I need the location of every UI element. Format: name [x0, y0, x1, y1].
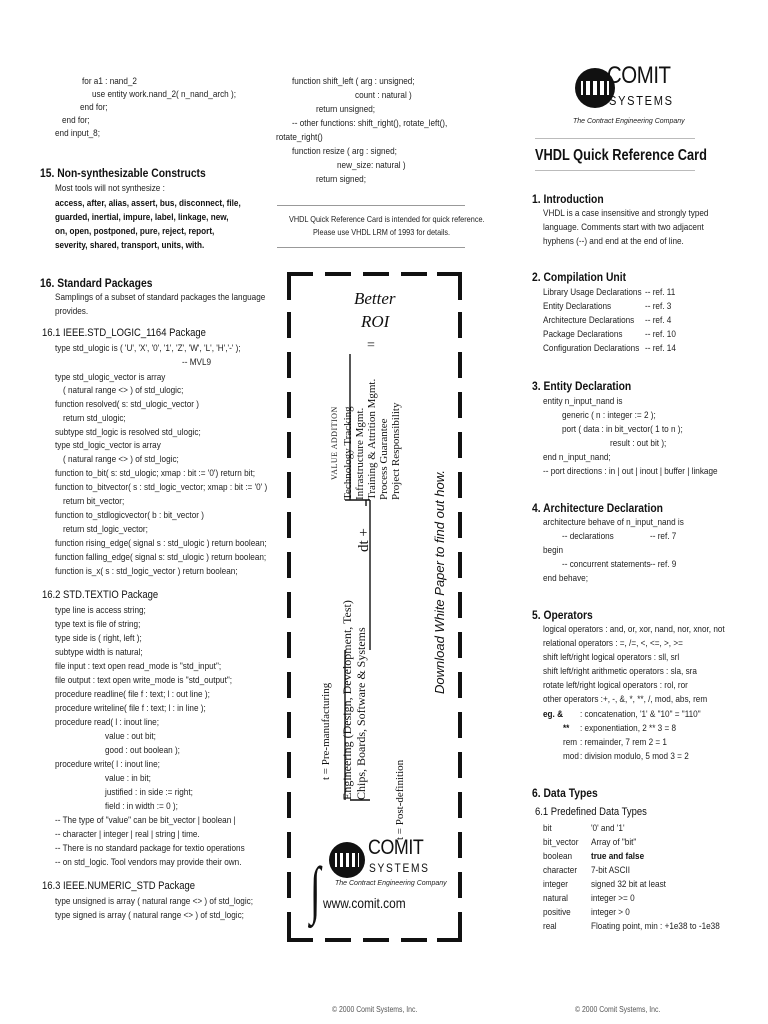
code-line: type std_logic_vector is array	[55, 440, 161, 451]
code-line: new_size: natural )	[337, 160, 406, 171]
compilation-label: Configuration Declarations	[543, 343, 640, 354]
ad-dt: dt +	[356, 528, 372, 552]
ad-list-item: Training & Attrition Mgmt.	[366, 378, 378, 500]
code-line: subtype std_logic is resolved std_ulogic;	[55, 427, 201, 438]
section-16-intro: Samplings of a subset of standard packages the language	[55, 292, 266, 303]
integral-symbol-icon: ∫	[310, 854, 321, 925]
copyright: © 2000 Comit Systems, Inc.	[332, 1005, 418, 1014]
compilation-label: Architecture Declarations	[543, 315, 635, 326]
code-line: use entity work.nand_2( n_nand_arch );	[92, 89, 236, 100]
code-line: end for;	[62, 115, 90, 126]
code-line: end n_input_nand;	[543, 452, 611, 463]
keyword-line: access, after, alias, assert, bus, disconnect, file,	[55, 198, 241, 209]
code-line: -- character | integer | real | string | time.	[55, 829, 200, 840]
compilation-ref: -- ref. 11	[645, 287, 676, 298]
code-line: result : out bit );	[610, 438, 667, 449]
operator-example-desc: : concatenation, '1' & "10" = "110"	[580, 709, 701, 720]
compilation-ref: -- ref. 4	[645, 315, 672, 326]
operator-example-desc: : exponentiation, 2 ** 3 = 8	[580, 723, 677, 734]
section-5-title: 5. Operators	[532, 608, 593, 622]
operator-line: shift left/right logical operators : sll, srl	[543, 652, 680, 663]
ad-roi: ROI	[361, 312, 390, 331]
code-line: -- on std_logic. Tool vendors may provide their own.	[55, 857, 242, 868]
data-type-desc: integer >= 0	[591, 893, 635, 904]
section-16-2-title: 16.2 STD.TEXTIO Package	[42, 589, 159, 601]
code-line: return signed;	[316, 174, 366, 185]
code-line: port ( data : in bit_vector( 1 to n );	[562, 424, 683, 435]
compilation-ref: -- ref. 14	[645, 343, 676, 354]
divider	[535, 170, 695, 171]
code-line: function to_bitvector( s : std_logic_vector; xmap : bit := '0' )	[55, 482, 268, 493]
code-line: function to_bit( s: std_ulogic; xmap : bit := '0') return bit;	[55, 468, 255, 479]
keyword-line: severity, shared, transport, units, with.	[55, 240, 205, 251]
reference-note: Please use VHDL LRM of 1993 for details.	[313, 227, 451, 237]
section-2-title: 2. Compilation Unit	[532, 270, 627, 284]
code-line: justified : in side := right;	[105, 787, 193, 798]
code-line: return unsigned;	[316, 104, 376, 115]
compilation-label: Package Declarations	[543, 329, 623, 340]
logo-name: COMIT	[607, 62, 671, 89]
code-line: procedure read( l : inout line;	[55, 717, 160, 728]
code-line: function resize ( arg : signed;	[292, 146, 397, 157]
data-type-desc: Floating point, min : +1e38 to -1e38	[591, 921, 720, 932]
ad-integral-line: Chips, Boards, Software & Systems	[354, 627, 368, 800]
compilation-ref: -- ref. 3	[645, 301, 672, 312]
code-line: return std_logic_vector;	[63, 524, 148, 535]
code-line: type std_ulogic is ( 'U', 'X', '0', '1', 'Z', 'W', 'L', 'H','-' );	[55, 343, 241, 354]
code-line: value : in bit;	[105, 773, 151, 784]
data-type-desc: integer > 0	[591, 907, 630, 918]
code-line: type text is file of string;	[55, 619, 141, 630]
code-line: begin	[543, 545, 563, 556]
code-line: function rising_edge( signal s : std_ulogic ) return boolean;	[55, 538, 267, 549]
code-line: procedure writeline( file f : text; l : in line );	[55, 703, 206, 714]
copyright: © 2000 Comit Systems, Inc.	[575, 1005, 661, 1014]
data-type-name: natural	[543, 893, 568, 904]
code-line: generic ( n : integer := 2 );	[562, 410, 656, 421]
ad-logo-sub: SYSTEMS	[369, 861, 430, 875]
compilation-label: Entity Declarations	[543, 301, 612, 312]
code-line: ( natural range <> ) of std_ulogic;	[63, 385, 184, 396]
code-line: file input : text open read_mode is "std_input";	[55, 661, 222, 672]
code-line: architecture behave of n_input_nand is	[543, 517, 684, 528]
data-type-desc: '0' and '1'	[591, 823, 625, 834]
section-16-1-title: 16.1 IEEE.STD_LOGIC_1164 Package	[42, 327, 206, 339]
code-line: function is_x( s : std_logic_vector ) return boolean;	[55, 566, 238, 577]
operator-example-op: rem	[563, 737, 578, 748]
code-line: function falling_edge( signal s: std_ulogic ) return boolean;	[55, 552, 267, 563]
data-type-desc: 7-bit ASCII	[591, 865, 631, 876]
code-ref: -- ref. 9	[650, 559, 677, 570]
logo-sub: SYSTEMS	[609, 93, 674, 108]
code-line: -- declarations	[562, 531, 614, 542]
section-3-title: 3. Entity Declaration	[532, 379, 632, 393]
operator-example-desc: : division modulo, 5 mod 3 = 2	[580, 751, 689, 762]
code-line: -- other functions: shift_right(), rotate_left(),	[292, 118, 448, 129]
code-ref: -- ref. 7	[650, 531, 677, 542]
card-title: VHDL Quick Reference Card	[535, 147, 707, 164]
ad-list-item: Process Guarantee	[378, 418, 390, 500]
ad-logo-tagline: The Contract Engineering Company	[335, 880, 447, 887]
reference-note: VHDL Quick Reference Card is intended for quick reference.	[289, 214, 485, 224]
data-type-desc: Array of "bit"	[591, 837, 637, 848]
intro-line: language. Comments start with two adjacent	[543, 222, 704, 233]
code-line: function shift_left ( arg : unsigned;	[292, 76, 415, 87]
ad-download: Download White Paper to find out how.	[432, 469, 447, 694]
operator-example-op: **	[563, 723, 570, 734]
code-line: for a1 : nand_2	[82, 76, 137, 87]
code-line: rotate_right()	[276, 132, 323, 143]
section-16-title: 16. Standard Packages	[40, 276, 153, 290]
code-line: type unsigned is array ( natural range <> ) of std_logic;	[55, 896, 254, 907]
keyword-line: on, open, postponed, pure, reject, report,	[55, 226, 215, 237]
section-6-title: 6. Data Types	[532, 786, 598, 800]
operator-example-op: eg. &	[543, 709, 563, 720]
data-type-name: positive	[543, 907, 571, 918]
operator-line: rotate left/right logical operators : rol, ror	[543, 680, 688, 691]
keyword-line: guarded, inertial, impure, label, linkage, new,	[55, 212, 229, 223]
code-line: procedure write( l : inout line;	[55, 759, 160, 770]
section-1-title: 1. Introduction	[532, 192, 604, 206]
data-type-name: character	[543, 865, 578, 876]
code-line: value : out bit;	[105, 731, 156, 742]
data-type-name: bit	[543, 823, 552, 834]
code-line: type side is ( right, left );	[55, 633, 142, 644]
data-type-desc: signed 32 bit at least	[591, 879, 666, 890]
intro-line: hyphens (--) and end at the end of line.	[543, 236, 684, 247]
code-line: function resolved( s: std_ulogic_vector )	[55, 399, 199, 410]
section-15-title: 15. Non-synthesizable Constructs	[40, 166, 206, 180]
code-line: type signed is array ( natural range <> ) of std_logic;	[55, 910, 244, 921]
ad-equals: =	[367, 338, 375, 353]
ad-value-addition: VALUE ADDITION	[330, 406, 339, 480]
operator-line: logical operators : and, or, xor, nand, nor, xnor, not	[543, 624, 725, 635]
code-line: -- MVL9	[182, 357, 212, 368]
comit-logo-icon	[327, 840, 367, 880]
operator-example-op: mod	[563, 751, 579, 762]
ad-logo-name: COMIT	[368, 836, 424, 859]
code-line: file output : text open write_mode is "std_output";	[55, 675, 233, 686]
code-line: entity n_input_nand is	[543, 396, 623, 407]
code-line: ( natural range <> ) of std_logic;	[63, 454, 179, 465]
operator-line: shift left/right arithmetic operators : sla, sra	[543, 666, 697, 677]
code-line: subtype width is natural;	[55, 647, 143, 658]
code-line: end input_8;	[55, 128, 100, 139]
data-type-name: boolean	[543, 851, 573, 862]
compilation-label: Library Usage Declarations	[543, 287, 642, 298]
operator-line: relational operators : =, /=, <, <=, >, >=	[543, 638, 683, 649]
data-type-name: real	[543, 921, 557, 932]
code-line: return std_ulogic;	[63, 413, 126, 424]
code-line: end behave;	[543, 573, 588, 584]
code-line: field : in width := 0 );	[105, 801, 178, 812]
ad-list-item: Project Responsibility	[390, 402, 402, 500]
code-line: -- port directions : in | out | inout | buffer | linkage	[543, 466, 718, 477]
ad-list-item: Infrastructure Mgmt.	[354, 407, 366, 500]
data-type-name: integer	[543, 879, 568, 890]
data-type-desc: true and false	[591, 851, 645, 862]
code-line: procedure readline( file f : text; l : out line );	[55, 689, 210, 700]
data-type-name: bit_vector	[543, 837, 579, 848]
code-line: return bit_vector;	[63, 496, 125, 507]
intro-line: VHDL is a case insensitive and strongly typed	[543, 208, 709, 219]
ad-integral-line: Engineering (Design, Development, Test)	[340, 600, 354, 800]
ad-url: www.comit.com	[323, 895, 406, 911]
code-line: -- There is no standard package for textio operations	[55, 843, 245, 854]
section-4-title: 4. Architecture Declaration	[532, 501, 663, 515]
ad-better: Better	[354, 289, 396, 308]
section-6-1-title: 6.1 Predefined Data Types	[535, 806, 647, 818]
section-16-3-title: 16.3 IEEE.NUMERIC_STD Package	[42, 880, 195, 892]
divider	[535, 138, 695, 139]
code-line: good : out boolean );	[105, 745, 180, 756]
ad-pre-manufacturing: t = Pre-manufacturing	[320, 682, 332, 780]
section-15-intro: Most tools will not synthesize :	[55, 183, 165, 194]
code-line: -- concurrent statements	[562, 559, 651, 570]
code-line: function to_stdlogicvector( b : bit_vector )	[55, 510, 204, 521]
operator-example-desc: : remainder, 7 rem 2 = 1	[580, 737, 667, 748]
code-line: type std_ulogic_vector is array	[55, 372, 166, 383]
code-line: type line is access string;	[55, 605, 146, 616]
section-16-intro: provides.	[55, 306, 89, 317]
logo-tagline: The Contract Engineering Company	[573, 118, 685, 125]
code-line: end for;	[80, 102, 108, 113]
ad-post-definition: t = Post-definition	[394, 759, 406, 840]
compilation-ref: -- ref. 10	[645, 329, 676, 340]
operator-line: other operators :+, -, &, *, **, /, mod, abs, rem	[543, 694, 708, 705]
code-line: -- The type of "value" can be bit_vector | boolean |	[55, 815, 236, 826]
code-line: count : natural )	[355, 90, 412, 101]
ad-list-item: Technology Tracking	[342, 406, 354, 500]
